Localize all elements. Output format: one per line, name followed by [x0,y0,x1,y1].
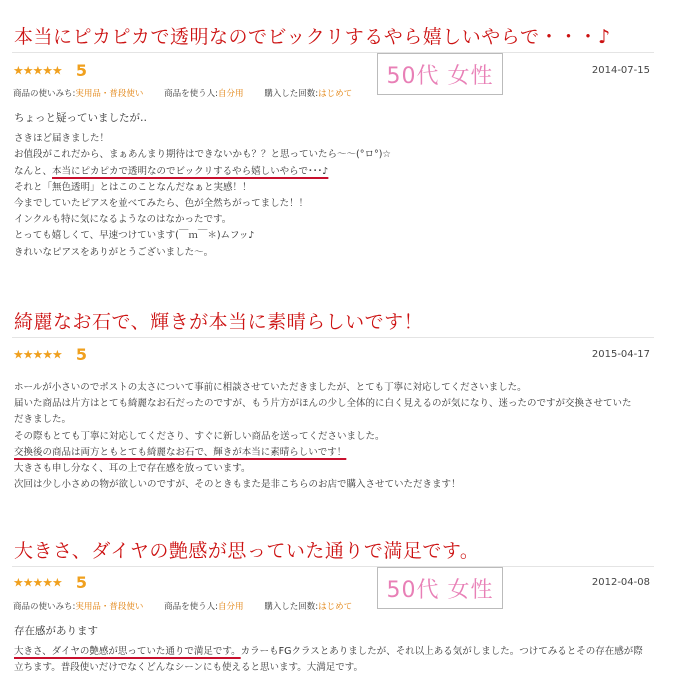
review-line [14,445,632,461]
review-headline: 綺麗なお石で、輝きが本当に素晴らしいです！ [14,311,424,333]
rating-score: 5 [75,61,88,80]
review-line: ホールが小さいのでポストの太さについて事前に相談させていただきましたが、とても丁寧に対応してくださいました。 [14,382,527,393]
review-line: 立ちます。普段使いだけでなくどんなシーンにも使えると思います。大満足です。 [14,662,364,674]
review-body [14,380,632,493]
review-2 [0,300,700,505]
rating-row [13,344,87,366]
rating-score: 5 [75,345,88,364]
usage-meta: 商品の使いみち:実用品・普段使い [13,602,144,612]
review-line: 届いた商品は片方はとても綺麗なお石だったのですが、もう片方がほんの少し全体的に白く見えるのが気になり、迷ったのですが交換させていた [14,398,632,410]
review-line: さきほど届きました！ [14,133,110,145]
star-rating-icon: ★★★★★ [13,575,62,590]
review-line: その際もとても丁寧に対応してくださり、すぐに新しい商品を送ってくださいました。 [14,430,385,442]
rating-row [13,572,87,594]
purchase-count-meta: 購入した回数:はじめて [264,602,353,612]
review-lead: 存在感があります [14,625,98,637]
review-line: 大きさ、ダイヤの艶感が思っていた通りで満足です。カラーもFGクラスとありましたが、それ以上ある気がしました。つけてみるとその存在感が際 [14,646,643,658]
divider [12,566,654,567]
review-line: それと「無色透明」とはこのことなんだなぁと実感！！ [14,181,252,193]
highlighted-text: 大きさ、ダイヤの艶感が思っていた通りで満足です。 [14,646,241,658]
user-meta: 商品を使う人:自分用 [164,89,244,99]
review-3 [0,520,700,700]
rating-row [13,60,87,82]
review-line: 次回は少し小さめの物が欲しいのですが、そのときもまた是非こちらのお店で購入させていただきます！ [14,479,461,491]
age-gender-badge: 50代 女性 [377,567,503,609]
review-meta [13,600,370,612]
review-headline: 本当にピカピカで透明なのでビックリするやら嬉しいやらで・・・♪ [14,26,611,48]
review-meta [13,87,370,99]
review-lead: ちょっと疑っていましたが‥ [14,112,148,124]
age-gender-badge: 50代 女性 [377,53,503,95]
review-line: 今までしていたピアスを並べてみたら、色が全然ちがってました！！ [14,197,309,209]
divider [12,52,654,53]
review-line: お值段がこれだから、まぁあんまり期待はできないかも？？と思っていたら〜〜(°ロ°)☆ [14,149,391,161]
review-line: なんと、本当にピカピカで透明なのでビックリするやら嬉しいやらで･･･♪ [14,165,329,177]
review-line: とっても嬉しくて、早速つけています(￣ｍ￣＊)ムフッ♪ [14,230,255,242]
user-meta: 商品を使う人:自分用 [164,602,244,612]
review-line: だきました。 [14,414,72,426]
review-date: 2012-04-08 [591,577,650,588]
highlighted-text: 本当にピカピカで透明なのでビックリするやら嬉しいやらで･･･♪ [52,165,329,177]
star-rating-icon: ★★★★★ [13,347,62,362]
review-line: 大きさも申し分なく、耳の上で存在感を放っています。 [14,462,251,474]
highlighted-text: 交換後の商品は両方ともとても綺麗なお石で、輝きが本当に素晴らしいです！ [14,446,347,458]
review-headline: 大きさ、ダイヤの艶感が思っていた通りで満足です。 [14,540,480,562]
review-body [14,110,391,261]
review-date: 2015-04-17 [591,349,650,360]
star-rating-icon: ★★★★★ [13,63,62,78]
review-body [14,623,643,677]
review-1 [0,0,700,300]
review-line: インクルも特に気になるようなのはなかったです。 [14,214,232,226]
divider [12,337,654,338]
rating-score: 5 [75,573,88,592]
purchase-count-meta: 購入した回数:はじめて [264,89,353,99]
review-line: きれいなピアスをありがとうございました〜。 [14,246,214,258]
usage-meta: 商品の使いみち:実用品・普段使い [13,89,144,99]
review-date: 2014-07-15 [591,65,650,76]
